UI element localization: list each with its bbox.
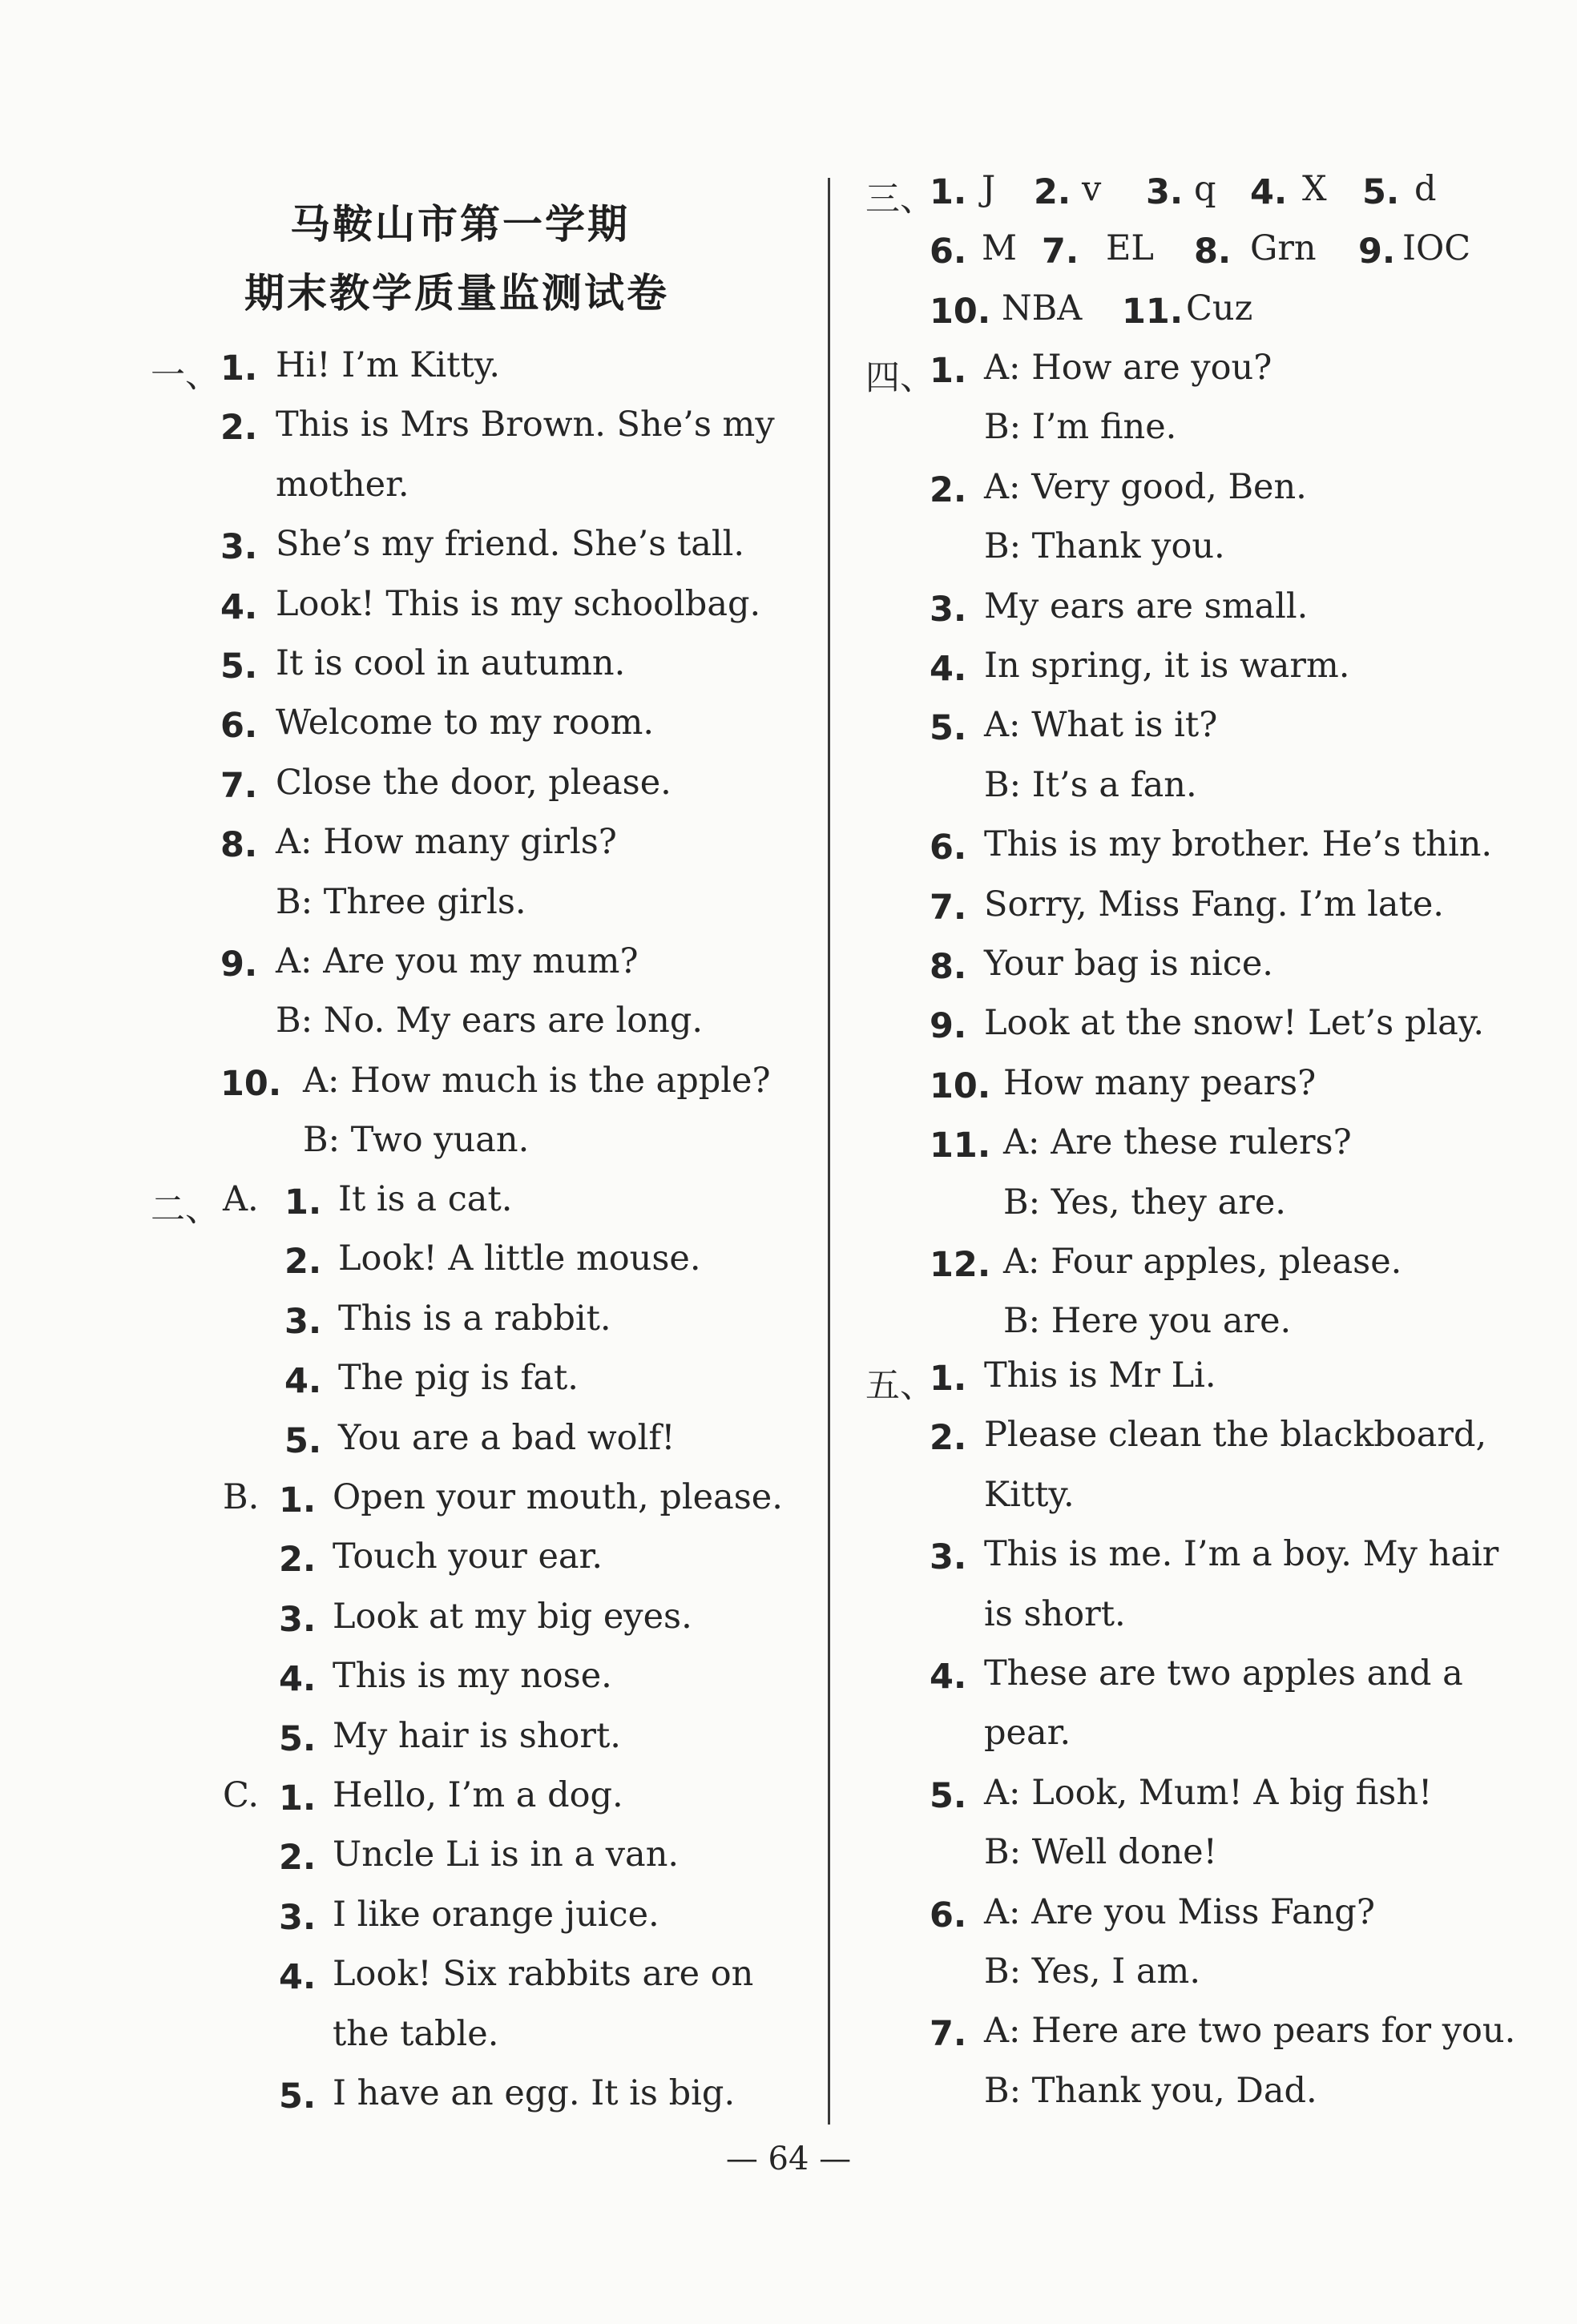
item-number: 1. bbox=[220, 348, 258, 389]
item-number: 11. bbox=[930, 1126, 991, 1166]
answer-text: B: Yes, they are. bbox=[1003, 1182, 1286, 1222]
item-number: 4. bbox=[279, 1957, 317, 1998]
item-number: 2. bbox=[220, 408, 258, 449]
letter-number: 4. bbox=[1250, 172, 1288, 212]
answer-text: A: Four apples, please. bbox=[1003, 1242, 1402, 1282]
page-number: — 64 — bbox=[725, 2141, 852, 2177]
item-number: 4. bbox=[930, 1657, 967, 1697]
letter-answer: NBA bbox=[1002, 288, 1083, 328]
item-number: 7. bbox=[930, 887, 967, 928]
answer-text: Hi! I’m Kitty. bbox=[276, 345, 500, 385]
letter-answer: v bbox=[1082, 169, 1102, 209]
answer-text: It is a cat. bbox=[338, 1179, 513, 1219]
title-line-2: 期末教学质量监测试卷 bbox=[244, 270, 669, 316]
letter-number: 8. bbox=[1194, 232, 1232, 272]
answer-text: This is a rabbit. bbox=[338, 1298, 611, 1339]
item-number: 7. bbox=[930, 2014, 967, 2055]
item-number: 5. bbox=[284, 1420, 322, 1461]
title-line-1: 马鞍山市第一学期 bbox=[290, 201, 630, 248]
item-number: 3. bbox=[220, 527, 258, 568]
answer-text: The pig is fat. bbox=[338, 1358, 579, 1399]
answer-text: A: Look, Mum! A big fish! bbox=[984, 1772, 1433, 1813]
answer-text: This is my nose. bbox=[333, 1656, 612, 1697]
answer-text: How many pears? bbox=[1003, 1062, 1317, 1103]
answer-text: Look at my big eyes. bbox=[333, 1596, 692, 1637]
item-number: 6. bbox=[930, 828, 967, 868]
letter-answer: EL bbox=[1106, 228, 1154, 269]
section-marker-5: 五、 bbox=[865, 1366, 934, 1406]
item-number: 4. bbox=[284, 1361, 322, 1402]
answer-text: This is my brother. He’s thin. bbox=[984, 824, 1493, 865]
answer-text: A: How much is the apple? bbox=[303, 1060, 771, 1101]
answer-text: B: I’m fine. bbox=[984, 407, 1177, 448]
answer-text: It is cool in autumn. bbox=[276, 643, 626, 683]
answer-text: This is me. I’m a boy. My hair bbox=[984, 1534, 1499, 1575]
letter-answer: IOC bbox=[1402, 228, 1471, 269]
answer-text: B: Thank you. bbox=[984, 526, 1225, 567]
letter-number: 11. bbox=[1122, 291, 1184, 332]
item-number: 5. bbox=[279, 1718, 317, 1759]
item-number: 4. bbox=[930, 649, 967, 689]
item-number: 2. bbox=[284, 1242, 322, 1283]
letter-answer: X bbox=[1302, 169, 1327, 209]
letter-number: 3. bbox=[1146, 172, 1184, 212]
item-number: 1. bbox=[279, 1480, 317, 1520]
letter-answer: q bbox=[1194, 169, 1216, 209]
answer-text: B: Thank you, Dad. bbox=[984, 2070, 1317, 2111]
item-number: 3. bbox=[279, 1897, 317, 1938]
section-marker-3: 三、 bbox=[865, 179, 934, 220]
group-label: C. bbox=[223, 1775, 260, 1815]
item-number: 6. bbox=[220, 706, 258, 747]
answer-text: She’s my friend. She’s tall. bbox=[276, 524, 745, 565]
column-divider bbox=[828, 178, 830, 2125]
answer-text: In spring, it is warm. bbox=[984, 646, 1350, 686]
answer-text: B: It’s a fan. bbox=[984, 764, 1197, 805]
item-number: 5. bbox=[279, 2076, 317, 2117]
item-number: 4. bbox=[279, 1659, 317, 1700]
answer-text: Your bag is nice. bbox=[984, 944, 1273, 984]
answer-text: You are a bad wolf! bbox=[338, 1417, 676, 1458]
answer-text: Welcome to my room. bbox=[276, 703, 655, 743]
letter-number: 6. bbox=[930, 232, 967, 272]
answer-text: My ears are small. bbox=[984, 586, 1309, 626]
item-number: 4. bbox=[220, 586, 258, 627]
answer-text: This is Mrs Brown. She’s my bbox=[276, 405, 775, 445]
answer-text: Look! This is my schoolbag. bbox=[276, 583, 761, 624]
item-number: 9. bbox=[930, 1006, 967, 1047]
letter-answer: M bbox=[982, 228, 1018, 269]
item-number: 8. bbox=[220, 825, 258, 866]
item-number: 12. bbox=[930, 1245, 991, 1285]
item-number: 3. bbox=[930, 589, 967, 630]
group-label: B. bbox=[223, 1477, 260, 1517]
answer-text: A: Are these rulers? bbox=[1003, 1122, 1352, 1163]
item-number: 2. bbox=[930, 469, 967, 510]
item-number: 2. bbox=[930, 1418, 967, 1459]
letter-answer: Cuz bbox=[1186, 288, 1253, 328]
answer-text: Look! A little mouse. bbox=[338, 1239, 701, 1279]
answer-text: Hello, I’m a dog. bbox=[333, 1775, 623, 1815]
answer-text: Touch your ear. bbox=[333, 1537, 603, 1577]
answer-text: Please clean the blackboard, bbox=[984, 1415, 1487, 1456]
answer-text: B: Yes, I am. bbox=[984, 1951, 1200, 1992]
answer-text: Kitty. bbox=[984, 1474, 1075, 1515]
answer-text: Close the door, please. bbox=[276, 762, 672, 803]
answer-text: Sorry, Miss Fang. I’m late. bbox=[984, 884, 1444, 924]
answer-text: These are two apples and a bbox=[984, 1653, 1463, 1694]
item-number: 2. bbox=[279, 1540, 317, 1581]
answer-text: This is Mr Li. bbox=[984, 1355, 1216, 1396]
answer-text: A: Very good, Ben. bbox=[984, 466, 1307, 507]
letter-answer: Grn bbox=[1250, 228, 1317, 269]
answer-text: Look at the snow! Let’s play. bbox=[984, 1003, 1484, 1044]
letter-answer: d bbox=[1414, 169, 1437, 209]
item-number: 1. bbox=[930, 1359, 967, 1399]
answer-text: A: What is it? bbox=[984, 705, 1218, 746]
answer-text: I have an egg. It is big. bbox=[333, 2073, 736, 2113]
answer-text: the table. bbox=[333, 2013, 499, 2054]
answer-text: Look! Six rabbits are on bbox=[333, 1954, 754, 1995]
item-number: 1. bbox=[279, 1778, 317, 1819]
group-label: A. bbox=[223, 1179, 259, 1219]
answer-text: B: No. My ears are long. bbox=[276, 1001, 704, 1041]
item-number: 10. bbox=[220, 1063, 282, 1104]
item-number: 5. bbox=[930, 708, 967, 749]
letter-number: 9. bbox=[1358, 232, 1396, 272]
item-number: 10. bbox=[930, 1065, 991, 1106]
answer-text: A: Are you my mum? bbox=[276, 941, 639, 981]
item-number: 1. bbox=[284, 1182, 322, 1222]
answer-text: pear. bbox=[984, 1713, 1071, 1754]
letter-number: 5. bbox=[1362, 172, 1400, 212]
section-marker-2: 二、 bbox=[151, 1190, 220, 1230]
letter-number: 2. bbox=[1034, 172, 1071, 212]
answer-text: B: Here you are. bbox=[1003, 1301, 1292, 1342]
item-number: 2. bbox=[279, 1838, 317, 1879]
answer-text: A: How many girls? bbox=[276, 822, 617, 863]
answer-text: A: Here are two pears for you. bbox=[984, 2011, 1516, 2052]
answer-text: Open your mouth, please. bbox=[333, 1477, 783, 1517]
answer-text: Uncle Li is in a van. bbox=[333, 1835, 680, 1875]
answer-text: mother. bbox=[276, 464, 409, 505]
answer-text: A: Are you Miss Fang? bbox=[984, 1891, 1375, 1932]
item-number: 1. bbox=[930, 351, 967, 391]
answer-text: B: Well done! bbox=[984, 1832, 1217, 1873]
answer-text: is short. bbox=[984, 1593, 1126, 1634]
answer-text: B: Three girls. bbox=[276, 881, 526, 922]
item-number: 8. bbox=[930, 947, 967, 987]
letter-answer: J bbox=[982, 169, 996, 209]
item-number: 9. bbox=[220, 945, 258, 985]
item-number: 5. bbox=[220, 646, 258, 687]
answer-text: My hair is short. bbox=[333, 1715, 621, 1756]
letter-number: 1. bbox=[930, 172, 967, 212]
item-number: 3. bbox=[930, 1537, 967, 1578]
answer-text: B: Two yuan. bbox=[303, 1120, 530, 1161]
item-number: 5. bbox=[930, 1775, 967, 1816]
section-marker-4: 四、 bbox=[865, 358, 934, 398]
item-number: 3. bbox=[279, 1599, 317, 1640]
answer-text: I like orange juice. bbox=[333, 1894, 659, 1935]
item-number: 3. bbox=[284, 1301, 322, 1342]
letter-number: 7. bbox=[1042, 232, 1079, 272]
section-marker-1: 一、 bbox=[151, 356, 220, 396]
letter-number: 10. bbox=[930, 291, 991, 332]
answer-text: A: How are you? bbox=[984, 348, 1272, 388]
item-number: 6. bbox=[930, 1895, 967, 1935]
item-number: 7. bbox=[220, 765, 258, 806]
